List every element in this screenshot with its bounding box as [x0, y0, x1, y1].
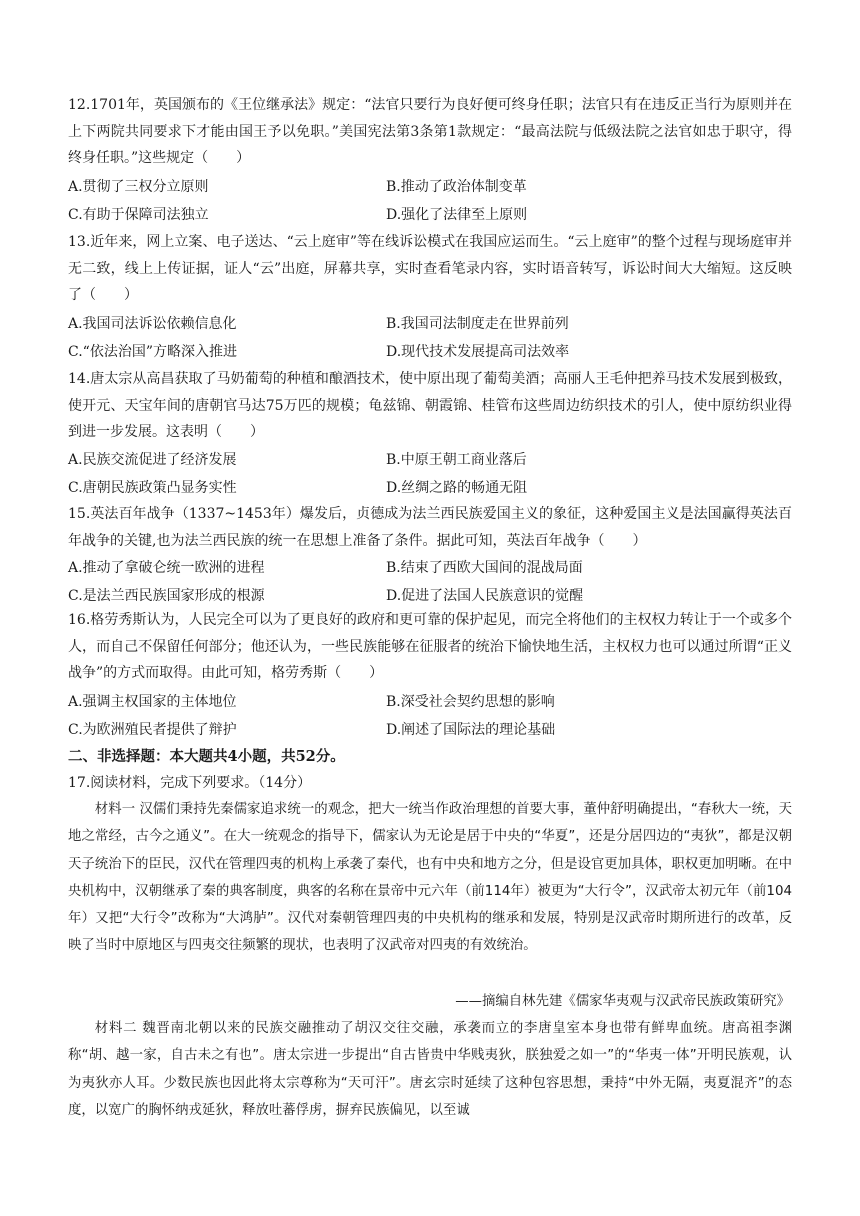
option-a: A.推动了拿破仑统一欧洲的进程: [68, 560, 265, 576]
option-b: B.我国司法制度走在世界前列: [386, 316, 569, 332]
material-1-source: ——摘编自林先建《儒家华夷观与汉武帝民族政策研究》: [455, 994, 790, 1009]
question-13-options: [68, 311, 792, 366]
option-a: A.民族交流促进了经济发展: [68, 452, 237, 468]
material-1-text: 材料一 汉儒们秉持先秦儒家追求统一的观念，把大一统当作政治理想的首要大事，董仲舒明确提出，“春秋大一统，天地之常经，古今之通义”。在大一统观念的指导下，儒家认为无论是居于中央的“华夏”，还是分居四边的“夷狄”，都是汉朝天子统治下的臣民，汉代在管理四夷的机构上承袭了秦代，也有中央和地方之分，但是设官更加具体，职权更加明晰。在中央机构中，汉朝继承了秦的典客制度，典客的名称在景帝中元六年（前114年）被更为“大行令”，汉武帝太初元年（前104年）又把“大行令”改称为“大鸿胪”。汉代对秦朝管理四夷的中央机构的继承和发展，特别是汉武帝时期所进行的改革，反映了当时中原地区与四夷交往频繁的现状，也表明了汉武帝对四夷的有效统治。: [68, 802, 792, 954]
option-d: D.促进了法国人民族意识的觉醒: [386, 587, 584, 604]
option-row: [68, 689, 792, 717]
question-16-stem: 16.格劳秀斯认为，人民完全可以为了更良好的政府和更可靠的保护起见，而完全将他们的主权权力转让于一个或多个人，而自己不保留任何部分；他还认为，一些民族能够在征服者的统治下愉快地生活，主权权力也可以通过所谓“正义战争”的方式而取得。由此可知，格劳秀斯（ ）: [68, 612, 792, 681]
option-row: [68, 174, 792, 202]
option-b: B.深受社会契约思想的影响: [386, 694, 555, 710]
option-c: C.为欧洲殖民者提供了辩护: [68, 721, 237, 738]
option-row: [68, 339, 792, 367]
option-row: [68, 717, 792, 745]
option-c: C.是法兰西民族国家形成的根源: [68, 587, 265, 604]
question-12-options: [68, 174, 792, 229]
option-d: D.丝绸之路的畅通无阻: [386, 479, 528, 496]
question-12-stem: 12.1701年，英国颁布的《王位继承法》规定：“法官只要行为良好便可终身任职；法官只有在违反正当行为原则并在上下两院共同要求下才能由国王予以免职。”美国宪法第3条第1款规定：“最高法院与低级法院之法官如忠于职守，得终身任职。”这些规定（ ）: [68, 97, 792, 166]
option-row: [68, 447, 792, 475]
material-2-text: 材料二 魏晋南北朝以来的民族交融推动了胡汉交往交融，承袭而立的李唐皇室本身也带有鲜卑血统。唐高祖李渊称“胡、越一家，自古未之有也”。唐太宗进一步提出“自古皆贵中华贱夷狄，朕独爱之如一”的“华夷一体”开明民族观，认为夷狄亦人耳。少数民族也因此将太宗尊称为“天可汗”。唐玄宗时延续了这种包容思想，秉持“中外无隔，夷夏混齐”的态度，以宽广的胸怀纳戎延狄，释放吐蕃俘虏，摒弃民族偏见，以至诚: [68, 1021, 792, 1118]
question-15-stem: 15.英法百年战争（1337~1453年）爆发后，贞德成为法兰西民族爱国主义的象征，这种爱国主义是法国赢得英法百年战争的关键,也为法兰西民族的统一在思想上准备了条件。据此可知，英法百年战争（ ）: [68, 506, 792, 549]
question-15-options: [68, 555, 792, 610]
option-c: C.有助于保障司法独立: [68, 206, 209, 223]
option-row: [68, 583, 792, 611]
option-a: A.贯彻了三权分立原则: [68, 179, 209, 195]
option-d: D.现代技术发展提高司法效率: [386, 343, 570, 360]
option-b: B.中原王朝工商业落后: [386, 452, 527, 468]
question-14-stem: 14.唐太宗从高昌获取了马奶葡萄的种植和酿酒技术，使中原出现了葡萄美酒；高丽人王毛仲把养马技术发展到极致，使开元、天宝年间的唐朝官马达75万匹的规模；龟兹锦、朝霞锦、桂管布这些周边纺织技术的引人，使中原纺织业得到进一步发展。这表明（ ）: [68, 371, 792, 440]
option-a: A.强调主权国家的主体地位: [68, 694, 237, 710]
question-14-options: [68, 447, 792, 502]
option-b: B.推动了政治体制变革: [386, 179, 527, 195]
option-c: C.唐朝民族政策凸显务实性: [68, 479, 237, 496]
option-a: A.我国司法诉讼依赖信息化: [68, 316, 237, 332]
section-2-title: 二、非选择题：本大题共4小题，共52分。: [68, 748, 345, 765]
option-c: C.“依法治国”方略深入推进: [68, 343, 237, 360]
option-row: [68, 555, 792, 583]
option-b: B.结束了西欧大国间的混战局面: [386, 560, 583, 576]
question-17-stem: 17.阅读材料，完成下列要求。（14分）: [68, 775, 312, 791]
option-row: [68, 202, 792, 230]
option-d: D.强化了法律至上原则: [386, 206, 528, 223]
option-row: [68, 475, 792, 503]
question-13-stem: 13.近年来，网上立案、电子送达、“云上庭审”等在线诉讼模式在我国应运而生。“云上庭审”的整个过程与现场庭审并无二致，线上上传证据，证人“云”出庭，屏幕共享，实时查看笔录内容，实时语音转写，诉讼时间大大缩短。这反映了（ ）: [68, 234, 792, 303]
option-d: D.阐述了国际法的理论基础: [386, 721, 556, 738]
question-16-options: [68, 689, 792, 744]
option-row: [68, 311, 792, 339]
